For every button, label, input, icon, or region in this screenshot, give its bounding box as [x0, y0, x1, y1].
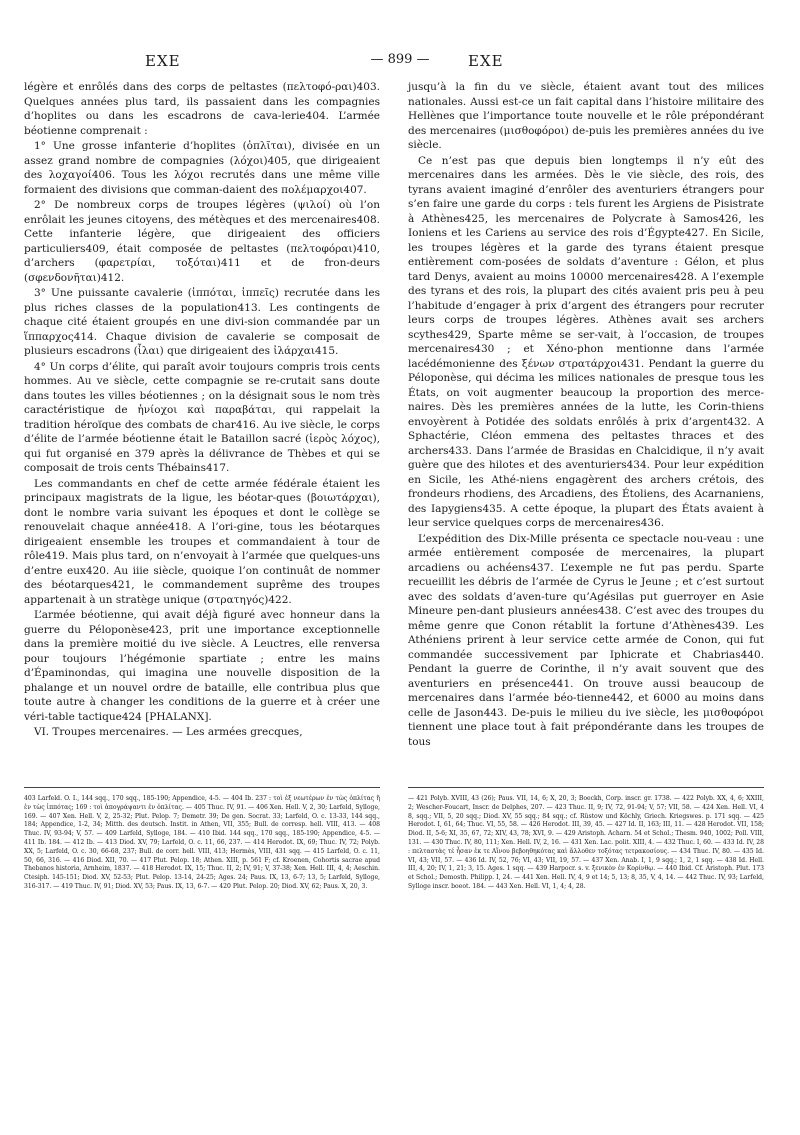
header-right-word: EXE — [468, 52, 504, 70]
footnotes-right: — 421 Polyb. XVIII, 43 (26); Paus. VII, 14, 6; X, 20, 3; Boeckh, Corp. inscr. gr. 1738. — 422 Polyb. XX, 4, 6; XXIII, 2; Wescher-Foucart, Inscr. de Delphes, 207. — 423 Thuc. II, 9; IV, 72, 91-94; V, 57; VII, 58. — 424 Xen. Hell. VI, 4 8, sqq.; VII, 5, 20 sqq.; Diod. XV, 55 sqq.; 84 sqq.; cf. Rüstow und Köchly, Griech. Kriegswes. p. 171 sqq. — 425 Herodot. I, 61, 64; Thuc. VI, 55, 58. — 426 Herodot. III, 39, 45. — 427 Id. II, 163; III, 11. — 428 Herodot. VII, 158; Diod. II, 5-6; XI, 35, 67, 72; XIV, 43, 78; XVI, 9. — 429 Aristoph. Acharn. 54 et Schol.; Thesm. 940, 1002; Poll. VIII, 131. — 430 Thuc. IV, 80, 111; Xen. Hell. IV, 2, 16. — 431 Xen. Lac. polit. XIII, 4. — 432 Thuc. I, 60. — 433 Id. IV, 28 : πελταστὰς τέ ἦσαν ἐκ τε Αἴνου βεβοηθηκότας καὶ ἄλλοθεν τοξότας τετρακοσίους. — 434 Thuc. IV, 80. — 435 Id. VI, 43; VII, 57. — 436 Id. IV, 52, 76; VI, 43; VII, 19, 57. — 437 Xen. Anab. I, 1, 9 sqq.; 1, 2, 1 sqq. — 438 Id. Hell. III, 4, 20; IV, 1, 21; 3, 15. Ages. 1 sqq. — 439 Harpocr. s. v. ξενικὸν ἐν Κορίνθῳ. — 440 Ibid. Cf. Aristoph. Plut. 173 et Schol.; Demosth. Philipp. I, 24. — 441 Xen. Hell. IV, 4, 9 et 14; 5, 13; 8, 35, V, 4, 14. — 442 Thuc. IV, 93; Larfeld, Sylloge inscr. boeot. 184. — 443 Xen. Hell. VI, 1, 4; 4, 28. — [408, 795, 764, 890]
paragraph: 4° Un corps d’élite, qui paraît avoir toujours compris trois cents hommes. Au ve siècle, cette compagnie se re-crutait sans doute dans toutes les villes béotiennes ; on la désignait sous le nom très caractéristique de ἡνίοχοι καὶ παραβάται, qui rappelait la tradition héroïque des combats de char416. Au ive siècle, le corps d’élite de l’armée béotienne était le Bataillon sacré (ἱερὸς λόχος), qui fut organisé en 379 après la délivrance de Thèbes et qui se composait de trois cents Thébains417. — [24, 360, 380, 474]
paragraph: 1° Une grosse infanterie d’hoplites (ὁπλῖται), divisée en un assez grand nombre de compagnies (λόχοι)405, que dirigeaient des λοχαγοί406. Tous les λόχοι recrutés dans une même ville formaient des divisions que comman-daient des πολέμαρχοι407. — [24, 140, 380, 196]
header-left-word: EXE — [145, 52, 181, 70]
left-column — [24, 80, 380, 741]
paragraph: 3° Une puissante cavalerie (ἱππόται, ἱππεῖς) recrutée dans les plus riches classes de la population413. Les contingents de chaque cité étaient groupés en une divi-sion commandée par un ἵππαρχος414. Chaque division de cavalerie se composait de plusieurs escadrons (ἶλαι) que dirigeaient des ἰλάρχαι415. — [24, 287, 380, 357]
footnote-separator — [24, 787, 380, 788]
running-header — [0, 52, 800, 76]
paragraph: L’expédition des Dix-Mille présenta ce spectacle nou-veau : une armée entièrement composée de mercenaires, la plupart arcadiens ou achéens437. L’exemple ne fut pas perdu. Sparte recueillit les débris de l’armée de Cyrus le Jeune ; et c’est surtout avec des soldats d’aven-ture qu’Agésilas put guerroyer en Asie Mineure pen-dant plusieurs années438. C’est avec des troupes du même genre que Conon rétablit la fortune d’Athènes439. Les Athéniens prirent à leur service cette armée de Conon, qui fut commandée successivement par Iphicrate et Chabrias440. Pendant la guerre de Corinthe, il n’y avait souvent que des aventuriers en présence441. On trouve aussi beaucoup de mercenaires dans l’armée béo-tienne442, et 6000 au moins dans celle de Jason443. De-puis le milieu du ive siècle, les μισθοφόροι tiennent une place tout à fait prépondérante dans les troupes de tous — [408, 532, 764, 748]
footnotes-left: 403 Larfeld. O. I., 144 sqq., 170 sqq., 185-190; Appendice, 4-5. — 404 Ib. 237 : τοὶ ἐξ νεωτέρων ἐν τὼς ὁπλίτας ἢ ἐν τὼς ἱππότας; 169 : τοὶ ἀπογράψαντι ἐν ὁπλίτας. — 405 Thuc. IV, 91. — 406 Xen. Hell. V, 2, 30; Larfeld, Sylloge, 169. — 407 Xen. Hell. V, 2, 25-32; Plut. Pelop. 7; Demetr. 39; De gen. Socrat. 33; Larfeld, O. c. 13-33, 144 sqq., 184; Appendice, 1-2, 34; Mitth. des deutsch. Instit. in Athen, VII, 355; Bull. de corresp. hell. VIII, 413. — 408 Thuc. IV, 93-94; V, 57. — 409 Larfeld, Sylloge, 184. — 410 Ibid. 144 sqq., 170 sqq., 185-190; Appendice, 4-5. — 411 Ib. 184. — 412 Ib. — 413 Diod. XV, 79; Larfeld, O. c. 11, 66, 237. — 414 Herodot. IX, 69; Thuc. IV, 72; Polyb. XX, 5; Larfeld, O. c. 30, 66-68, 237; Bull. de corr. hell. VIII, 413; Hermès, VIII, 431 sqq. — 415 Larfeld, O. c. 11, 50, 66, 316. — 416 Diod. XII, 70. — 417 Plut. Pelop. 18; Athen. XIII, p. 561 F; cf. Kroenen, Cohortis sacrae apud Thebanos historia, Arnheim, 1837. — 418 Herodot. IX, 15; Thuc. II, 2; IV, 91; V, 37-38; Xen. Hell. III, 4, 4; Aeschin. Ctesiph. 145-151; Diod. XV, 52-53; Plut. Pelop. 13-14, 24-25; Ages. 24; Paus. IX, 13, 6-7; 13, 5; Larfeld, Sylloge, 316-317. — 419 Thuc. IV, 91; Diod. XV, 53; Paus. IX, 13, 6-7. — 420 Plut. Pelop. 20; Diod. XV, 62; Paus. X, 20, 3. — [24, 795, 380, 890]
right-column — [408, 80, 764, 750]
paragraph: 2° De nombreux corps de troupes légères (ψιλοί) où l’on enrôlait les jeunes citoyens, des métèques et des mercenaires408. Cette infanterie légère, que dirigeaient des officiers particuliers409, était composée de peltastes (πελτοφόραι)410, d’archers (φαρετρίαι, τοξόται)411 et de fron-deurs (σφενδονῆται)412. — [24, 199, 380, 284]
paragraph: VI. Troupes mercenaires. — Les armées grecques, — [34, 726, 303, 738]
paragraph: jusqu’à la fin du ve siècle, étaient avant tout des milices nationales. Aussi est-ce un fait capital dans l’histoire militaire des Hellènes que l’importance toute nouvelle et le rôle prépondérant des mercenaires (μισθοφόροι) de-puis les premières années du ive siècle. — [408, 81, 764, 151]
paragraph: légère et enrôlés dans des corps de peltastes (πελτοφό-ραι)403. Quelques années plus tard, ils passaient dans les compagnies d’hoplites ou dans les escadrons de cava-lerie404. L’armée béotienne comprenait : — [24, 81, 380, 137]
paragraph: Les commandants en chef de cette armée fédérale étaient les principaux magistrats de la ligue, les béotar-ques (βοιωτάρχαι), dont le nombre varia suivant les époques et dont le collège se renouvelait chaque année418. A l’ori-gine, tous les béotarques dirigeaient ensemble les troupes et commandaient à tour de rôle419. Mais plus tard, on n’envoyait à l’armée que quelques-uns d’entre eux420. Au iiie siècle, quoique l’on continuât de nommer des béotarques421, le commandement suprême des troupes appartenait à un stratège unique (στρατηγός)422. — [24, 477, 380, 606]
paragraph: L’armée béotienne, qui avait déjà figuré avec honneur dans la guerre du Péloponèse423, prit une importance exceptionnelle dans la première moitié du ive siècle. A Leuctres, elle renversa pour toujours l’hégémonie spartiate ; entre les mains d’Épaminondas, qui imagina une nouvelle disposition de la phalange et un nouvel ordre de bataille, elle contribua plus que toute autre à changer les conditions de la guerre et à créer une véri-table tactique424 [PHALANX]. — [24, 609, 380, 723]
page-number: — 899 — — [370, 52, 430, 67]
footnote-separator — [408, 787, 764, 788]
paragraph: Ce n’est pas que depuis bien longtemps il n’y eût des mercenaires dans les armées. Dès le vie siècle, des rois, des tyrans avaient imaginé d’enrôler des aventuriers étrangers pour s’en faire une garde du corps : tels furent les Argiens de Pisistrate à Athènes425, les mercenaires de Polycrate à Samos426, les Ioniens et les Cariens au service des rois d’Égypte427. En Sicile, les troupes légères et la garde des tyrans étaient presque entièrement com-posées de soldats d’aventure : Gélon, et plus tard Denys, avaient au moins 10000 mercenaires428. A l’exemple des tyrans et des rois, la plupart des cités avaient pris peu à peu l’habitude d’engager à prix d’argent des étrangers pour recruter leurs corps de troupes légères. Athènes avait ses archers scythes429, Sparte même se ser-vait, à l’occasion, de troupes mercenaires430 ; et Xéno-phon mentionne dans l’armée lacédémonienne des ξένων στρατάρχοι431. Pendant la guerre du Péloponèse, qui décima les milices nationales de presque tous les États, on voit augmenter beaucoup la proportion des merce-naires. Dès les premières années de la lutte, les Corin-thiens envoyèrent à Potidée des soldats enrôlés à prix d’argent432. A Sphactérie, Cléon emmena des peltastes thraces et des archers433. Dans l’armée de Brasidas en Chalcidique, il n’y avait guère que des hilotes et des aventuriers434. Pour leur expédition en Sicile, les Athé-niens engagèrent des archers crétois, des frondeurs rhodiens, des Arcadiens, des Étoliens, des Acarnaniens, des Iapygiens435. A cette époque, la plupart des États avaient à leur service quelques corps de mercenaires436. — [408, 154, 764, 529]
